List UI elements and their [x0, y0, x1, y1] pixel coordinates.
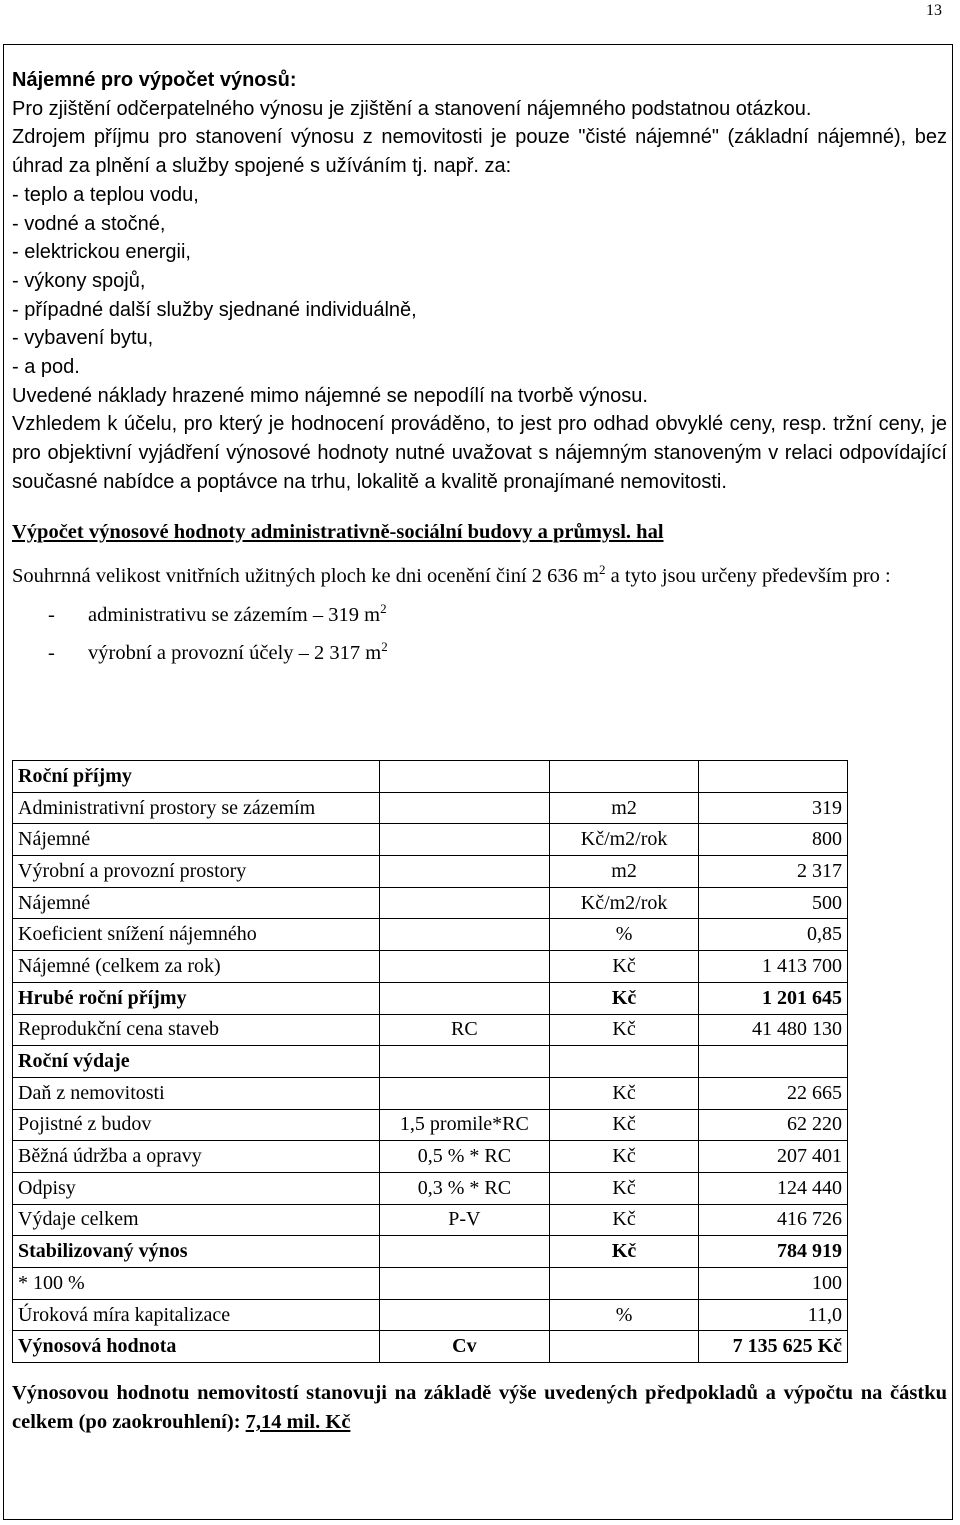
table-row: [13, 1331, 848, 1363]
table-cell-c1: * 100 %: [13, 1268, 380, 1300]
table-cell-c1: Daň z nemovitosti: [13, 1077, 380, 1109]
list-item: - elektrickou energii,: [12, 241, 191, 264]
table-cell-c1: Pojistné z budov: [13, 1109, 380, 1141]
table-cell-c3: Kč: [549, 951, 699, 983]
table-row: [13, 1046, 848, 1078]
table-cell-c3: Kč: [549, 1236, 699, 1268]
conclusion: [12, 1379, 947, 1437]
table-cell-c2: [379, 951, 549, 983]
table-row: [13, 1299, 848, 1331]
area-intro-text-end: a tyto jsou určeny především pro :: [605, 564, 891, 587]
table-cell-c2: [379, 1046, 549, 1078]
rent-para-2: Zdrojem příjmu pro stanovení výnosu z nemovitosti je pouze "čisté nájemné" (základní nájemné), bez úhrad za plnění a služby spojené s užíváním tj. např. za:: [12, 126, 947, 178]
table-cell-c4: 784 919: [699, 1236, 848, 1268]
table-cell-c4: 7 135 625 Kč: [699, 1331, 848, 1363]
table-cell-c1: Výnosová hodnota: [13, 1331, 380, 1363]
table-cell-c4: 62 220: [699, 1109, 848, 1141]
table-cell-c2: [379, 982, 549, 1014]
table-cell-c1: Koeficient snížení nájemného: [13, 919, 380, 951]
table-cell-c2: [379, 761, 549, 793]
table-cell-c1: Nájemné: [13, 887, 380, 919]
superscript: 2: [381, 638, 388, 654]
table-cell-c4: 1 201 645: [699, 982, 848, 1014]
conclusion-text: Výnosovou hodnotu nemovitostí stanovuji na základě výše uvedených předpokladů a výpočtu na částku celkem (po zaokrouhlení):: [12, 1382, 947, 1433]
area-intro-text: Souhrnná velikost vnitřních užitných ploch ke dni ocenění činí 2 636 m: [12, 564, 599, 587]
area-intro: [12, 561, 947, 592]
table-cell-c1: Reprodukční cena staveb: [13, 1014, 380, 1046]
table-cell-c4: 100: [699, 1268, 848, 1300]
rent-heading: Nájemné pro výpočet výnosů:: [12, 69, 297, 91]
income-valuation-table: [12, 760, 848, 1363]
table-cell-c1: Hrubé roční příjmy: [13, 982, 380, 1014]
table-row: [13, 1109, 848, 1141]
table-cell-c4: [699, 1046, 848, 1078]
table-cell-c2: [379, 1268, 549, 1300]
table-cell-c2: [379, 824, 549, 856]
table-cell-c4: 207 401: [699, 1141, 848, 1173]
table-cell-c3: [549, 761, 699, 793]
table-cell-c2: [379, 887, 549, 919]
table-cell-c3: m2: [549, 792, 699, 824]
bullet-dash: -: [48, 641, 55, 664]
superscript: 2: [380, 600, 387, 616]
list-item: - vodné a stočné,: [12, 212, 166, 235]
rent-para-1: Pro zjištění odčerpatelného výnosu je zjištění a stanovení nájemného podstatnou otázkou.: [12, 97, 812, 120]
list-item: - teplo a teplou vodu,: [12, 183, 199, 206]
table-cell-c4: [699, 761, 848, 793]
table-row: [13, 1236, 848, 1268]
table-row: [13, 761, 848, 793]
area-bullet-admin: [48, 600, 947, 630]
table-cell-c3: [549, 1268, 699, 1300]
table-cell-c1: Nájemné (celkem za rok): [13, 951, 380, 983]
table-cell-c2: 1,5 promile*RC: [379, 1109, 549, 1141]
table-cell-c3: Kč/m2/rok: [549, 887, 699, 919]
table-cell-c3: Kč: [549, 1014, 699, 1046]
table-cell-c4: 0,85: [699, 919, 848, 951]
table-cell-c2: [379, 919, 549, 951]
table-row: [13, 1172, 848, 1204]
table-body: [13, 761, 848, 1363]
table-cell-c2: 0,5 % * RC: [379, 1141, 549, 1173]
bullet-text: výrobní a provozní účely – 2 317 m: [88, 641, 382, 664]
table-cell-c3: Kč: [549, 1109, 699, 1141]
table-row: [13, 1141, 848, 1173]
table-cell-c2: [379, 856, 549, 888]
conclusion-amount: 7,14 mil. Kč: [245, 1411, 351, 1433]
table-cell-c4: 800: [699, 824, 848, 856]
table-row: [13, 951, 848, 983]
document-body: [12, 66, 947, 668]
page-number: 13: [926, 2, 942, 19]
table-cell-c3: Kč: [549, 1172, 699, 1204]
table-cell-c1: Běžná údržba a opravy: [13, 1141, 380, 1173]
table-cell-c1: Výrobní a provozní prostory: [13, 856, 380, 888]
table-cell-c2: [379, 1236, 549, 1268]
list-item: - výkony spojů,: [12, 269, 146, 292]
table-row: [13, 1077, 848, 1109]
table-cell-c1: Odpisy: [13, 1172, 380, 1204]
table-cell-c1: Roční příjmy: [13, 761, 380, 793]
superscript: 2: [598, 561, 606, 577]
table-cell-c4: 500: [699, 887, 848, 919]
bullet-dash: -: [48, 603, 55, 626]
table-cell-c3: Kč: [549, 1077, 699, 1109]
table-cell-c2: [379, 1077, 549, 1109]
list-item: - vybavení bytu,: [12, 327, 154, 350]
bullet-text: administrativu se zázemím – 319 m: [88, 603, 381, 626]
table-cell-c2: 0,3 % * RC: [379, 1172, 549, 1204]
table-row: [13, 824, 848, 856]
table-row: [13, 1204, 848, 1236]
table-row: [13, 1014, 848, 1046]
calculation-heading: Výpočet výnosové hodnoty administrativně-sociální budovy a průmysl. hal: [12, 520, 664, 543]
table-cell-c2: P-V: [379, 1204, 549, 1236]
table-row: [13, 919, 848, 951]
table-cell-c3: Kč: [549, 1204, 699, 1236]
table-row: [13, 887, 848, 919]
table-cell-c3: %: [549, 919, 699, 951]
market-rent-para: Vzhledem k účelu, pro který je hodnocení prováděno, to jest pro odhad obvyklé ceny, resp. tržní ceny, je pro objektivní vyjádření výnosové hodnoty nutné uvažovat s nájemným stanoveným v relaci odpovídající současné nabídce a poptávce na trhu, lokalitě a kvalitě pronajímané nemovitosti.: [12, 413, 947, 493]
table-cell-c2: [379, 1299, 549, 1331]
table-cell-c4: 11,0: [699, 1299, 848, 1331]
area-bullet-production: [48, 638, 947, 668]
table-cell-c4: 22 665: [699, 1077, 848, 1109]
table-cell-c3: [549, 1331, 699, 1363]
table-cell-c4: 124 440: [699, 1172, 848, 1204]
table-cell-c2: RC: [379, 1014, 549, 1046]
table-row: [13, 1268, 848, 1300]
table-cell-c4: 1 413 700: [699, 951, 848, 983]
costs-note: Uvedené náklady hrazené mimo nájemné se nepodílí na tvorbě výnosu.: [12, 384, 648, 407]
table-cell-c3: Kč: [549, 1141, 699, 1173]
table-cell-c3: [549, 1046, 699, 1078]
table-row: [13, 982, 848, 1014]
table-cell-c1: Stabilizovaný výnos: [13, 1236, 380, 1268]
table-cell-c4: 41 480 130: [699, 1014, 848, 1046]
list-item: - případné další služby sjednané individuálně,: [12, 298, 417, 321]
table-row: [13, 856, 848, 888]
table-cell-c2: [379, 792, 549, 824]
table-cell-c4: 319: [699, 792, 848, 824]
table-cell-c3: %: [549, 1299, 699, 1331]
table-cell-c1: Úroková míra kapitalizace: [13, 1299, 380, 1331]
table-cell-c4: 2 317: [699, 856, 848, 888]
table-cell-c1: Výdaje celkem: [13, 1204, 380, 1236]
table-cell-c1: Roční výdaje: [13, 1046, 380, 1078]
table-cell-c1: Administrativní prostory se zázemím: [13, 792, 380, 824]
table-cell-c3: Kč/m2/rok: [549, 824, 699, 856]
table-cell-c2: Cv: [379, 1331, 549, 1363]
table-cell-c3: m2: [549, 856, 699, 888]
table-cell-c4: 416 726: [699, 1204, 848, 1236]
table-cell-c1: Nájemné: [13, 824, 380, 856]
table-cell-c3: Kč: [549, 982, 699, 1014]
list-item: - a pod.: [12, 356, 80, 379]
table-row: [13, 792, 848, 824]
